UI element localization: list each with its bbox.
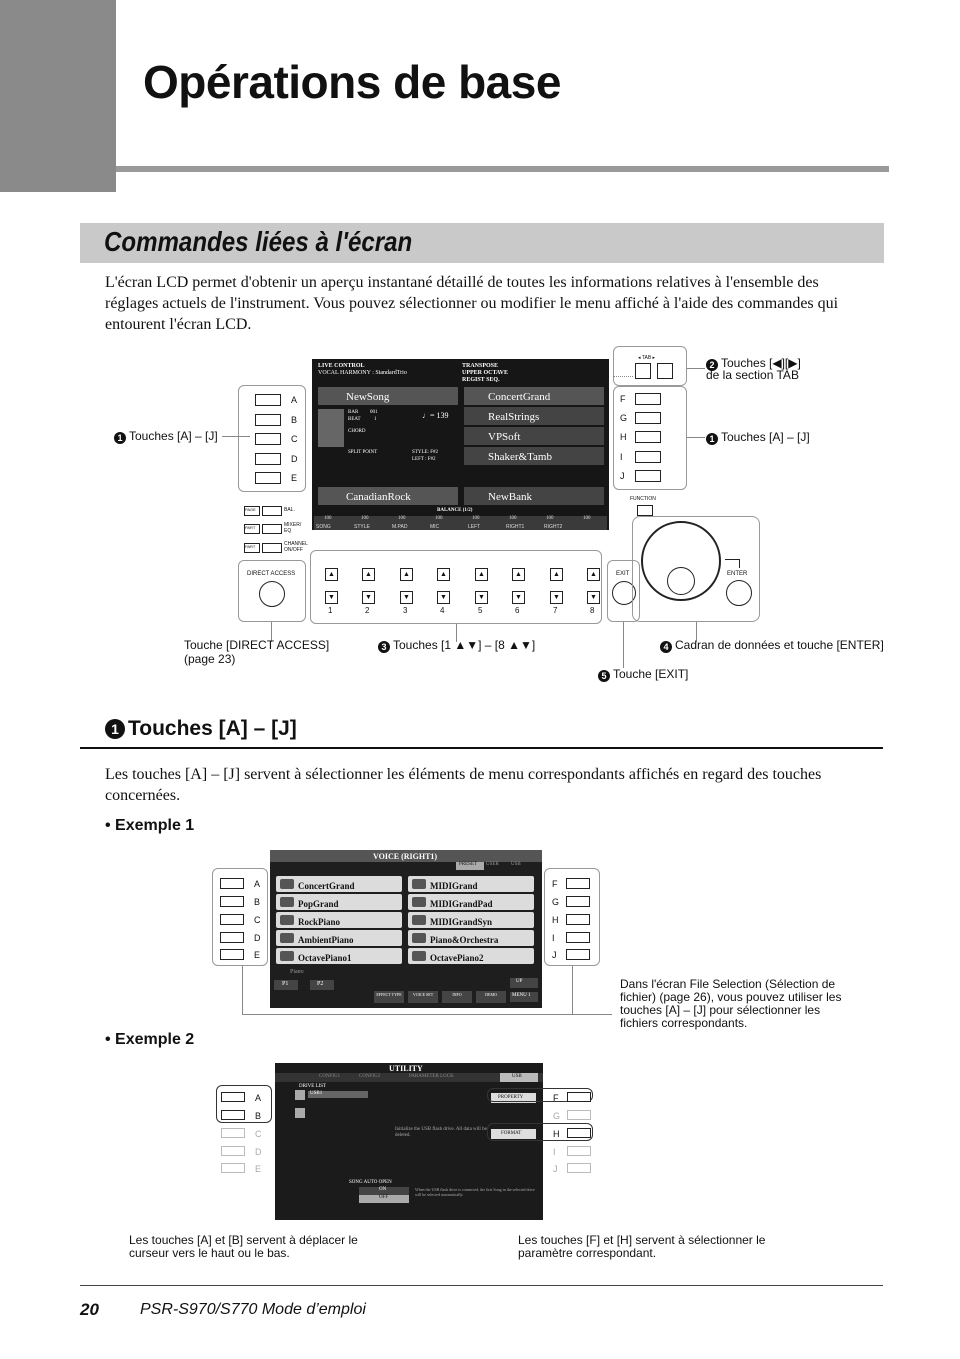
lcd-live-control: LIVE CONTROL — [318, 363, 365, 369]
channel-text: CHANNEL — [284, 541, 308, 547]
channel-label — [284, 541, 308, 553]
button-b[interactable] — [255, 414, 281, 426]
lcd-beat: BEAT — [348, 417, 361, 422]
marker-2: 2 — [706, 359, 718, 371]
lcd-beat-value: 1 — [374, 417, 377, 422]
ex1-page-p2[interactable]: P2 — [317, 981, 324, 987]
letter-c: C — [291, 434, 298, 444]
example1-note: Dans l'écran File Selection (Sélection de fichier) (page 26), vous pouvez utiliser les touches [A] – [J] pour sélectionner les fichiers correspondants. — [620, 977, 842, 1030]
number-button-2-down[interactable]: ▼ — [362, 591, 375, 604]
ex1-folder: Piano — [290, 969, 304, 975]
ex2-tab-config2[interactable]: CONFIG2 — [359, 1074, 381, 1079]
example2-figure — [120, 1060, 860, 1270]
ex2-format[interactable]: FORMAT — [501, 1131, 522, 1136]
lcd-channel-4: MIC — [430, 524, 440, 530]
lcd-channel-7: RIGHT2 — [544, 524, 563, 530]
ex1-voice-left-name: AmbientPiano — [298, 935, 354, 945]
bal-label: BAL. — [284, 507, 295, 513]
callout-5 — [598, 668, 688, 682]
ex1-bracket-bottom — [242, 1014, 612, 1015]
callout-direct-access: Touche [DIRECT ACCESS] — [184, 638, 330, 652]
lcd-bal-value-4: 100 — [435, 516, 443, 521]
eq-text: EQ — [284, 528, 292, 534]
marker-1: 1 — [114, 432, 126, 444]
ex1-tab-usb[interactable]: USB — [511, 862, 521, 867]
ex1-voice-right-name: MIDIGrandPad — [430, 899, 493, 909]
enter-label: ENTER — [727, 571, 748, 577]
lcd-split-point: SPLIT POINT — [348, 450, 378, 455]
ex1-button-c[interactable] — [220, 914, 244, 925]
ex2-letter-j: J — [553, 1164, 558, 1174]
marker-5: 5 — [598, 670, 610, 682]
callout-1-right-text: Touches [A] – [J] — [721, 430, 810, 444]
ex2-tab-parameter-lock[interactable]: PARAMETER LOCK — [409, 1074, 454, 1079]
number-button-3-down[interactable]: ▼ — [400, 591, 413, 604]
button-a[interactable] — [255, 394, 281, 406]
callout-1-left-line — [222, 436, 250, 437]
ex2-letter-g: G — [553, 1111, 561, 1121]
callout-1-right — [706, 431, 810, 445]
ex1-voice-left-name: PopGrand — [298, 899, 339, 909]
example2-title: • Exemple 2 — [105, 1031, 195, 1048]
ex1-letter-j: J — [552, 950, 557, 960]
number-label-1: 1 — [328, 606, 333, 615]
letter-e: E — [291, 473, 298, 483]
ex1-voice-left-4[interactable] — [276, 930, 402, 946]
callout-1-left — [114, 430, 218, 444]
ex1-letter-f: F — [552, 879, 558, 889]
button-f[interactable] — [635, 393, 661, 405]
number-button-5-up[interactable]: ▲ — [475, 568, 488, 581]
function-label: FUNCTION — [630, 496, 656, 502]
direct-access-button[interactable] — [259, 581, 285, 607]
manual-name: PSR-S970/S770 Mode d’emploi — [140, 1301, 366, 1318]
ex2-letter-i: I — [553, 1147, 556, 1157]
button-d[interactable] — [255, 453, 281, 465]
ex1-voice-left-2[interactable] — [276, 894, 402, 910]
ex1-button-f[interactable] — [566, 878, 590, 889]
letter-b: B — [291, 415, 298, 425]
ex1-bracket-left — [242, 966, 243, 1014]
button-i[interactable] — [635, 451, 661, 463]
ex2-property[interactable]: PROPERTY — [498, 1095, 524, 1100]
voice-icon — [412, 951, 426, 961]
exit-label: EXIT — [616, 571, 630, 577]
lcd-bal-value-3: 100 — [398, 516, 406, 521]
callout-2-text: Touches [◀][▶] — [721, 356, 801, 370]
subsection-heading-text: Touches [A] – [J] — [128, 717, 297, 740]
ex1-button-g[interactable] — [566, 896, 590, 907]
voice-icon — [412, 897, 426, 907]
part-label-1: PART — [245, 525, 256, 530]
number-label-4: 4 — [440, 606, 445, 615]
letter-d: D — [291, 454, 298, 464]
part-button-2[interactable] — [244, 543, 260, 553]
ex1-button-b[interactable] — [220, 896, 244, 907]
lcd-bal-value-5: 100 — [472, 516, 480, 521]
ex2-button-i[interactable] — [567, 1146, 591, 1156]
ex1-bottom-label-2: VOICE SET — [412, 992, 434, 997]
ex2-button-a[interactable] — [221, 1092, 245, 1102]
ex1-letter-c: C — [254, 915, 261, 925]
callout-5-text: Touche [EXIT] — [613, 667, 689, 681]
number-label-2: 2 — [365, 606, 370, 615]
lcd-regist: NewBank — [488, 491, 532, 503]
lcd-bal-value-7: 100 — [546, 516, 554, 521]
channel-button[interactable] — [262, 543, 282, 553]
ex2-button-c[interactable] — [221, 1128, 245, 1138]
callout-2-line — [687, 368, 705, 369]
voice-icon — [280, 915, 294, 925]
lcd-channel-2: STYLE — [354, 524, 370, 530]
number-label-6: 6 — [515, 606, 520, 615]
page-label: PAGE — [245, 507, 256, 512]
ex2-button-g[interactable] — [567, 1110, 591, 1120]
lcd-left-point: LEFT : F#2 — [412, 457, 436, 462]
function-button[interactable] — [637, 505, 653, 516]
lcd-style-point: STYLE: F#2 — [412, 450, 438, 455]
ex2-auto-text: When the USB flash drive is connected, the first Song in the selected drive will be selected automatically. — [415, 1187, 535, 1197]
enter-button[interactable] — [726, 580, 752, 606]
tab-label: ◂ TAB ▸ — [638, 355, 656, 361]
lcd-vocal-harmony: VOCAL HARMONY : StandardTrio — [318, 370, 407, 376]
ex1-button-j[interactable] — [566, 949, 590, 960]
letter-f: F — [620, 394, 626, 404]
ex1-up[interactable]: UP — [516, 979, 523, 984]
tab-dotted-line — [613, 376, 633, 377]
ex2-screen-title: UTILITY — [389, 1064, 423, 1073]
example1-figure — [200, 845, 860, 1030]
ex2-button-f[interactable] — [567, 1092, 591, 1102]
subsection-marker: 1 — [105, 719, 125, 739]
number-label-3: 3 — [403, 606, 408, 615]
example1-title: • Exemple 1 — [105, 817, 195, 834]
callout-1-right-line — [687, 437, 705, 438]
lcd-style-name: CanadianRock — [346, 491, 411, 503]
number-button-7-down[interactable]: ▼ — [550, 591, 563, 604]
voice-icon — [412, 879, 426, 889]
lcd-bar: BAR — [348, 410, 359, 415]
lcd-chord: CHORD — [348, 429, 366, 434]
letter-a: A — [291, 395, 298, 405]
mixer-text: MIXER/ — [284, 522, 302, 528]
part-label-2: PART — [245, 544, 256, 549]
number-button-4-down[interactable]: ▼ — [437, 591, 450, 604]
lcd-regist-row — [464, 487, 604, 505]
ex1-screen-title: VOICE (RIGHT1) — [373, 852, 438, 861]
onoff-text: ON/OFF — [284, 547, 303, 553]
button-e[interactable] — [255, 472, 281, 484]
ex1-voice-right-name: Piano&Orchestra — [430, 935, 499, 945]
lcd-right1: ConcertGrand — [488, 391, 551, 403]
lcd-left-row — [464, 427, 604, 445]
ex1-voice-right-2[interactable] — [408, 894, 534, 910]
ex1-voice-right-3[interactable] — [408, 912, 534, 928]
ex1-page-p1[interactable]: P1 — [282, 981, 289, 987]
number-label-7: 7 — [553, 606, 558, 615]
ex1-bracket-right — [572, 966, 573, 1014]
subsection-rule — [80, 747, 883, 749]
ex1-voice-left-1[interactable] — [276, 876, 402, 892]
number-button-7-up[interactable]: ▲ — [550, 568, 563, 581]
callout-3 — [378, 639, 535, 653]
voice-icon — [280, 933, 294, 943]
ex1-voice-right-name: MIDIGrand — [430, 881, 478, 891]
button-g[interactable] — [635, 412, 661, 424]
number-button-2-up[interactable]: ▲ — [362, 568, 375, 581]
number-button-6-down[interactable]: ▼ — [512, 591, 525, 604]
ex2-letter-b: B — [255, 1111, 262, 1121]
ex2-drive-list: DRIVE LIST — [299, 1084, 327, 1089]
tab-label-text: TAB — [641, 355, 652, 361]
lcd-upper-octave: UPPER OCTAVE — [462, 370, 508, 376]
ex2-off[interactable]: OFF — [379, 1195, 389, 1200]
intro-paragraph: L'écran LCD permet d'obtenir un aperçu instantané détaillé de toutes les informations relatives à l'ensemble des réglages actuels de l'instrument. Vous pouvez sélectionner ou modifier le menu affiché à l'aide des commandes qui entourent l'écran LCD. — [105, 274, 839, 333]
ex1-bottom-label-3: INFO — [452, 992, 462, 997]
lcd-screen — [312, 359, 609, 530]
ex1-letter-i: I — [552, 933, 555, 943]
page-bal-button[interactable] — [244, 506, 260, 516]
marker-3: 3 — [378, 641, 390, 653]
ex1-screen — [270, 850, 542, 1008]
ex1-tab-preset[interactable]: PRESET — [459, 862, 478, 867]
number-button-8-down[interactable]: ▼ — [587, 591, 600, 604]
number-button-6-up[interactable]: ▲ — [512, 568, 525, 581]
marker-4: 4 — [660, 641, 672, 653]
tab-right-button[interactable] — [657, 363, 673, 379]
lcd-transpose: TRANSPOSE — [462, 363, 499, 369]
panel-diagram — [110, 340, 900, 690]
ex1-voice-left-5[interactable] — [276, 948, 402, 964]
ex1-bottom-label-1: EFFECT TYPE — [376, 992, 402, 997]
number-button-3-up[interactable]: ▲ — [400, 568, 413, 581]
voice-icon — [280, 897, 294, 907]
voice-icon — [412, 915, 426, 925]
ex2-letter-f: F — [553, 1093, 559, 1103]
ex2-tab-config1[interactable]: CONFIG1 — [319, 1074, 341, 1079]
ex1-letter-d: D — [254, 933, 261, 943]
vh-icon — [318, 409, 344, 447]
lcd-bal-value-6: 100 — [509, 516, 517, 521]
ex2-letter-c: C — [255, 1129, 262, 1139]
title-rule — [116, 166, 889, 172]
ex1-letter-e: E — [254, 950, 261, 960]
tab-left-button[interactable] — [635, 363, 651, 379]
ex1-button-a[interactable] — [220, 878, 244, 889]
button-j[interactable] — [635, 470, 661, 482]
callout-4 — [660, 639, 884, 653]
ex1-voice-left-name: OctavePiano1 — [298, 953, 352, 963]
enter-bracket — [725, 559, 740, 568]
ex2-screen — [275, 1063, 543, 1220]
ex1-letter-b: B — [254, 897, 261, 907]
number-button-5-down[interactable]: ▼ — [475, 591, 488, 604]
ex2-button-j[interactable] — [567, 1163, 591, 1173]
example2-note-left: Les touches [A] et [B] servent à déplacer le curseur vers le haut ou le bas. — [129, 1233, 358, 1260]
ex1-letter-h: H — [552, 915, 559, 925]
chapter-tab — [0, 0, 116, 192]
mixer-label — [284, 522, 301, 534]
marker-1-right: 1 — [706, 433, 718, 445]
number-button-panel — [310, 550, 602, 624]
ex1-voice-right-5[interactable] — [408, 948, 534, 964]
ex1-letter-g: G — [552, 897, 560, 907]
ex1-voice-right-name: OctavePiano2 — [430, 953, 484, 963]
footer-rule — [80, 1285, 883, 1286]
lcd-bal-value-1: 100 — [324, 516, 332, 521]
ex1-button-i[interactable] — [566, 932, 590, 943]
ex2-button-e[interactable] — [221, 1163, 245, 1173]
ex2-button-b[interactable] — [221, 1110, 245, 1120]
ex1-button-e[interactable] — [220, 949, 244, 960]
ex1-voice-right-4[interactable] — [408, 930, 534, 946]
voice-icon — [412, 933, 426, 943]
letter-g: G — [620, 413, 628, 423]
part-button-1[interactable] — [244, 524, 260, 534]
voice-icon — [280, 951, 294, 961]
number-label-8: 8 — [590, 606, 595, 615]
ex2-song-auto-open: SONG AUTO OPEN — [349, 1180, 392, 1185]
voice-icon — [280, 879, 294, 889]
lcd-channel-3: M.PAD — [392, 524, 408, 530]
callout-2-line2: de la section TAB — [706, 368, 799, 382]
ex1-tab-user[interactable]: USER — [486, 862, 499, 867]
callout-3-text: Touches [1 ▲▼] – [8 ▲▼] — [393, 638, 536, 652]
example2-note-right: Les touches [F] et [H] servent à sélectionner le paramètre correspondant. — [518, 1233, 766, 1260]
number-button-1-down[interactable]: ▼ — [325, 591, 338, 604]
lcd-balance: BALANCE (1/2) — [437, 508, 473, 513]
number-button-4-up[interactable]: ▲ — [437, 568, 450, 581]
button-c[interactable] — [255, 433, 281, 445]
lcd-left: VPSoft — [488, 431, 521, 443]
lcd-right2: RealStrings — [488, 411, 540, 423]
ex1-voice-right-name: MIDIGrandSyn — [430, 917, 493, 927]
ex2-letter-h: H — [553, 1129, 560, 1139]
number-button-8-up[interactable]: ▲ — [587, 568, 600, 581]
ex1-menu[interactable]: MENU 1 — [512, 993, 531, 998]
direct-access-label: DIRECT ACCESS — [247, 571, 296, 577]
page-title: Opérations de base — [143, 56, 561, 108]
letter-h: H — [620, 432, 627, 442]
bal-button[interactable] — [262, 506, 282, 516]
lcd-song-name: NewSong — [346, 391, 390, 403]
lcd-bal-value-8: 100 — [583, 516, 591, 521]
callout-direct-access-page: (page 23) — [184, 652, 236, 666]
lcd-bar-value: 001 — [370, 410, 378, 415]
ex2-letter-e: E — [255, 1164, 262, 1174]
ex1-voice-left-name: ConcertGrand — [298, 881, 355, 891]
letter-i: I — [620, 452, 623, 462]
ex2-button-h[interactable] — [567, 1128, 591, 1138]
callout-5-line — [623, 622, 624, 668]
ex2-letter-a: A — [255, 1093, 262, 1103]
ex1-bottom-label-4: DEMO — [485, 992, 497, 997]
ex2-button-d[interactable] — [221, 1146, 245, 1156]
subsection-text: Les touches [A] – [J] servent à sélectionner les éléments de menu correspondants affichés en regard des touches concernées. — [105, 766, 822, 804]
ex2-on[interactable]: ON — [379, 1187, 387, 1192]
lcd-channel-1: SONG — [316, 524, 331, 530]
lcd-channel-6: RIGHT1 — [506, 524, 525, 530]
lcd-tempo: ♩= 139 — [422, 411, 449, 420]
data-dial-knob — [667, 567, 695, 595]
ex1-button-h[interactable] — [566, 914, 590, 925]
number-label-5: 5 — [478, 606, 483, 615]
letter-j: J — [620, 471, 625, 481]
ex1-voice-right-1[interactable] — [408, 876, 534, 892]
ex1-voice-left-3[interactable] — [276, 912, 402, 928]
callout-4-text: Cadran de données et touche [ENTER] — [675, 638, 884, 652]
subsection-heading — [105, 717, 297, 741]
ex2-tab-usb[interactable]: USB — [512, 1074, 522, 1079]
ex1-letter-a: A — [254, 879, 261, 889]
button-h[interactable] — [635, 431, 661, 443]
callout-1-left-text: Touches [A] – [J] — [129, 429, 218, 443]
ex2-letter-d: D — [255, 1147, 262, 1157]
ex2-init-text: Initialize the USB flash drive. All data will be deleted. — [395, 1127, 487, 1138]
section-title: Commandes liées à l'écran — [104, 226, 413, 257]
ex2-drive[interactable]: USB1 — [310, 1091, 323, 1096]
lcd-bal-value-2: 100 — [361, 516, 369, 521]
page-number: 20 — [80, 1300, 99, 1319]
lcd-regist-seq: REGIST SEQ. — [462, 377, 500, 383]
lcd-multipad: Shaker&Tamb — [488, 451, 552, 463]
ex1-button-d[interactable] — [220, 932, 244, 943]
ex1-voice-left-name: RockPiano — [298, 917, 341, 927]
mixer-button[interactable] — [262, 524, 282, 534]
lcd-channel-5: LEFT — [468, 524, 481, 530]
number-button-1-up[interactable]: ▲ — [325, 568, 338, 581]
